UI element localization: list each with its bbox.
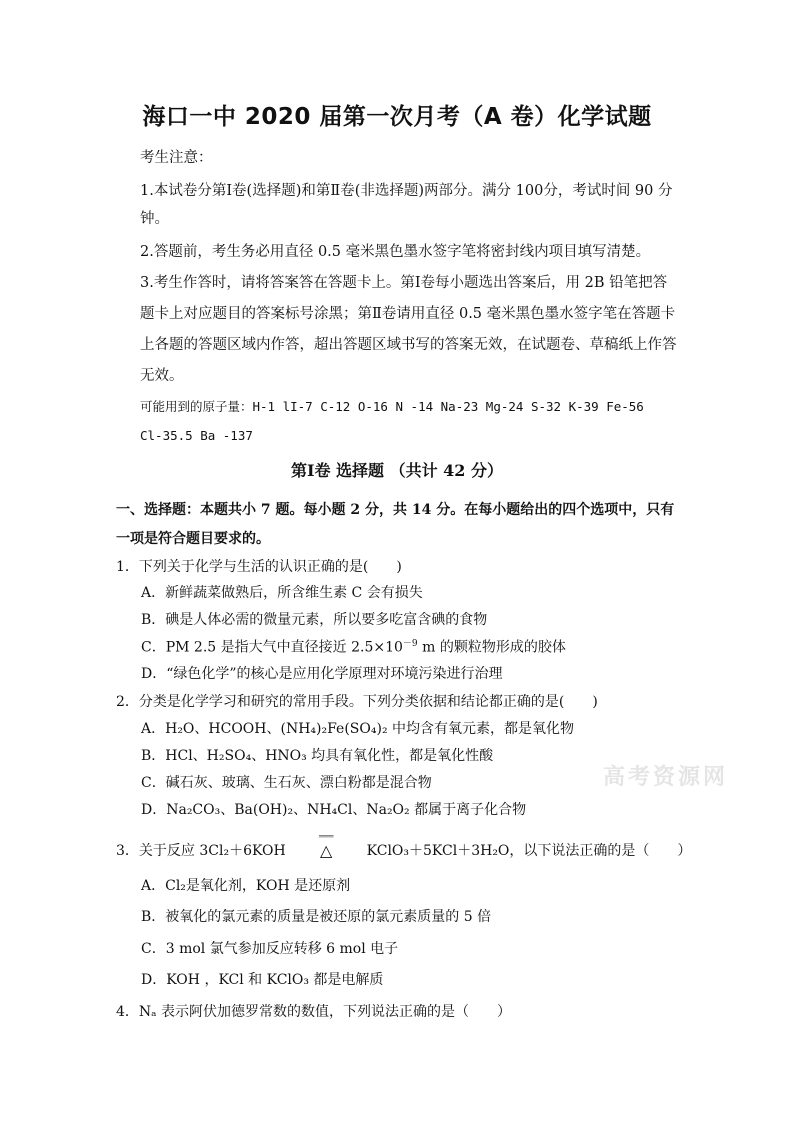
question-2-stem: 2．分类是化学学习和研究的常用手段。下列分类依据和结论都正确的是( ) — [116, 694, 598, 710]
part-instruction: 一、选择题：本题共小 7 题。每小题 2 分，共 14 分。在每小题给出的四个选项中，只有 — [116, 502, 675, 518]
exam-title: 海口一中 2020 届第一次月考（A 卷）化学试题 — [142, 104, 652, 130]
notice-heading: 考生注意： — [140, 150, 213, 166]
question-1-stem: 1．下列关于化学与生活的认识正确的是( ) — [116, 559, 402, 575]
q1-option-c-exponent: －9 — [402, 639, 418, 649]
q1-option-c-text: C．PM 2.5 是指大气中直径接近 2.5×10 — [141, 639, 403, 656]
notice-line: 上各题的答题区域内作答，超出答题区域书写的答案无效，在试题卷、草稿纸上作答 — [140, 337, 677, 353]
notice-line: 2.答题前，考生务必用直径 0.5 毫米黑色墨水签字笔将密封线内项目填写清楚。 — [140, 244, 651, 260]
q3-stem-start: 3．关于反应 3Cl₂＋6KOH — [116, 843, 286, 859]
q3-option-a: A．Cl₂是氧化剂，KOH 是还原剂 — [141, 878, 351, 894]
notice-line: 无效。 — [140, 368, 184, 384]
heat-symbol-icon: △ — [320, 841, 333, 860]
q2-option-a: A．H₂O、HCOOH、(NH₄)₂Fe(SO₄)₂ 中均含有氧元素，都是氧化物 — [141, 721, 575, 737]
q2-option-d: D．Na₂CO₃、Ba(OH)₂、NH₄Cl、Na₂O₂ 都属于离子化合物 — [141, 802, 527, 818]
q1-option-d: D．“绿色化学”的核心是应用化学原理对环境污染进行治理 — [141, 666, 503, 682]
q1-option-c-text-end: m 的颗粒物形成的胶体 — [417, 639, 566, 656]
question-3-stem — [116, 832, 692, 860]
q3-option-d: D．KOH ，KCl 和 KClO₃ 都是电解质 — [141, 972, 384, 988]
question-4-stem: 4．Nₐ 表示阿伏加德罗常数的数值，下列说法正确的是（ ） — [116, 1004, 512, 1020]
reaction-heat-condition — [290, 832, 362, 860]
notice-line: 1.本试卷分第Ⅰ卷(选择题)和第Ⅱ卷(非选择题)两部分。满分 100分，考试时间 90 分 — [140, 183, 673, 199]
q2-option-b: B．HCl、H₂SO₄、HNO₃ 均具有氧化性，都是氧化性酸 — [141, 748, 494, 764]
q2-option-c: C．碱石灰、玻璃、生石灰、漂白粉都是混合物 — [141, 775, 432, 791]
q3-option-b: B．被氧化的氯元素的质量是被还原的氯元素质量的 5 倍 — [141, 909, 492, 925]
q1-option-a: A．新鲜蔬菜做熟后，所含维生素 C 会有损失 — [141, 585, 423, 601]
notice-line: 题卡上对应题目的答案标号涂黑；第Ⅱ卷请用直径 0.5 毫米黑色墨水签字笔在答题卡 — [140, 306, 676, 322]
atomic-mass-line: 可能用到的原子量：H-1 lI-7 C-12 O-16 N -14 Na-23 Mg-24 S-32 K-39 Fe-56 — [140, 399, 644, 414]
notice-line: 3.考生作答时，请将答案答在答题卡上。第Ⅰ卷每小题选出答案后，用 2B 铅笔把答 — [140, 275, 668, 291]
notice-line: 钟。 — [140, 211, 169, 227]
equals-sign: ═══ — [318, 832, 334, 841]
q1-option-c — [141, 636, 566, 657]
q1-option-b: B．碘是人体必需的微量元素，所以要多吃富含碘的食物 — [141, 612, 488, 628]
atomic-mass-line: Cl-35.5 Ba -137 — [140, 428, 253, 443]
q3-stem-end: KClO₃＋5KCl＋3H₂O，以下说法正确的是（ ） — [366, 843, 692, 859]
part-instruction: 一项是符合题目要求的。 — [116, 531, 270, 547]
q3-option-c: C．3 mol 氯气参加反应转移 6 mol 电子 — [141, 941, 399, 957]
watermark: 高考资源网 — [603, 764, 729, 790]
section-title: 第Ⅰ卷 选择题 （共计 42 分） — [290, 461, 504, 480]
